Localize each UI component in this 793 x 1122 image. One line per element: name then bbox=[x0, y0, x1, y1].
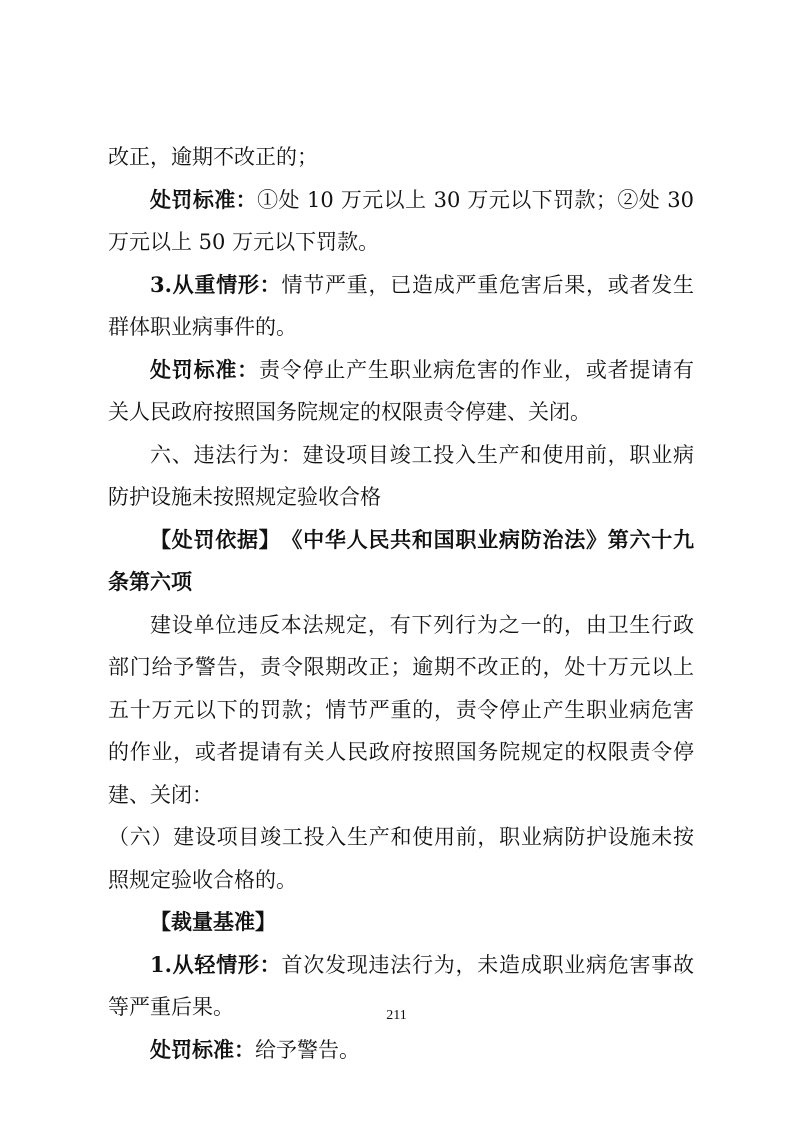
paragraph bbox=[108, 816, 694, 901]
document-body bbox=[108, 136, 694, 1071]
paragraph-text: 情节严重，已造成严重危害后果，或者发生群体职业病事件的。 bbox=[108, 272, 694, 339]
paragraph bbox=[108, 1029, 694, 1072]
paragraph-text: 六、违法行为：建设项目竣工投入生产和使用前，职业病防护设施未按照规定验收合格 bbox=[108, 442, 694, 509]
paragraph bbox=[108, 136, 694, 179]
paragraph-lead: 【裁量基准】 bbox=[150, 909, 276, 934]
paragraph bbox=[108, 901, 694, 944]
paragraph-lead: 3.从重情形： bbox=[150, 271, 282, 297]
paragraph-lead: 处罚标准： bbox=[150, 356, 259, 382]
paragraph bbox=[108, 349, 694, 434]
paragraph bbox=[108, 264, 694, 349]
paragraph-text: 责令停止产生职业病危害的作业，或者提请有关人民政府按照国务院规定的权限责令停建、关闭。 bbox=[108, 357, 695, 424]
paragraph bbox=[108, 604, 694, 817]
paragraph-lead: 处罚标准： bbox=[150, 186, 258, 212]
paragraph-lead: 【处罚依据】 《中华人民共和国职业病防治法》第六十九条第六项 bbox=[108, 526, 694, 594]
paragraph-text: 首次发现违法行为，未造成职业病危害事故等严重后果。 bbox=[108, 952, 694, 1019]
paragraph-lead: 1.从轻情形： bbox=[150, 951, 282, 977]
paragraph-text: 建设单位违反本法规定，有下列行为之一的，由卫生行政部门给予警告，责令限期改正；逾期不改正的，处十万元以上五十万元以下的罚款；情节严重的，责令停止产生职业病危害的作业，或者提请有关人民政府按照国务院规定的权限责令停建、关闭： bbox=[108, 612, 694, 807]
page-number: 211 bbox=[386, 1008, 407, 1023]
paragraph-text: （六）建设项目竣工投入生产和使用前，职业病防护设施未按照规定验收合格的。 bbox=[108, 825, 694, 892]
paragraph-text: 给予警告。 bbox=[255, 1037, 360, 1062]
paragraph bbox=[108, 519, 694, 604]
paragraph-text: 改正，逾期不改正的； bbox=[108, 145, 318, 169]
paragraph-lead: 处罚标准： bbox=[150, 1036, 255, 1062]
paragraph bbox=[108, 179, 694, 264]
paragraph bbox=[108, 434, 694, 519]
paragraph-text: ①处 10 万元以上 30 万元以下罚款；②处 30 万元以上 50 万元以下罚款。 bbox=[108, 187, 694, 254]
